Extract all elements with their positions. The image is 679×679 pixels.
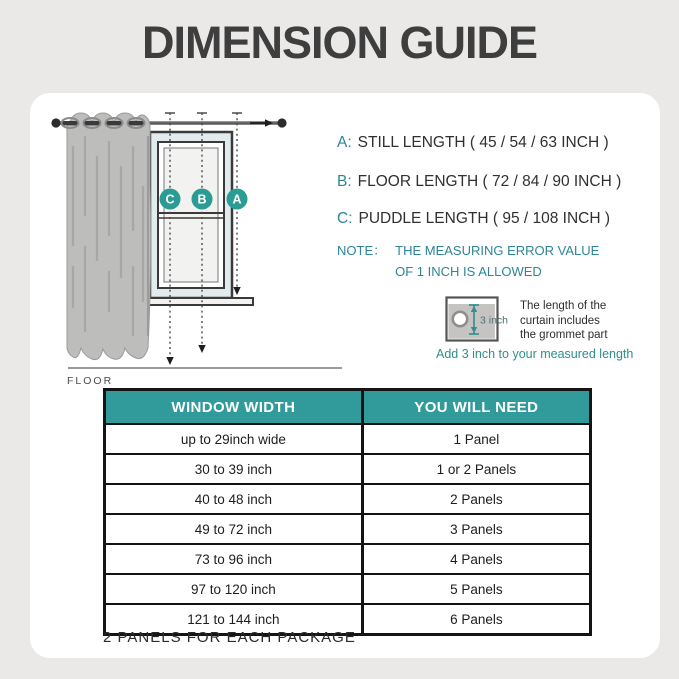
page-title: DIMENSION GUIDE [141,17,538,68]
badge-b-label: B [197,192,207,207]
curtain-window-illustration [40,96,350,391]
table-cell-window-width: 49 to 72 inch [105,514,363,544]
table-cell-window-width: 73 to 96 inch [105,544,363,574]
package-note: 2 PANELS FOR EACH PACKAGE [103,629,356,646]
grommet-description-line: curtain includes [520,314,600,327]
badge-a [227,189,248,210]
measure-arrow-down-icon [198,345,205,353]
note-line2: OF 1 INCH IS ALLOWED [395,264,542,279]
table-row [105,454,591,484]
length-text-a: STILL LENGTH ( 45 / 54 / 63 INCH ) [357,134,609,151]
content-card [30,93,660,658]
grommet-measure-label: 3 inch [480,314,509,327]
window-sill [147,298,253,305]
length-row-c [337,210,610,228]
table-cell-window-width: 97 to 120 inch [105,574,363,604]
measure-arrow-down-icon [166,357,173,365]
badge-a-label: A [232,192,242,207]
grommet-description-line: the grommet part [520,329,608,341]
length-row-a [337,134,609,152]
add-inch-note: Add 3 inch to your measured length [436,347,634,361]
grommet-description [520,299,608,343]
curtain [62,113,151,360]
note-line1: THE MEASURING ERROR VALUE [395,243,600,258]
table-row [105,424,591,454]
table-cell-panels: 4 Panels [362,544,590,574]
table-cell-window-width: 30 to 39 inch [105,454,363,484]
length-text-b: FLOOR LENGTH ( 72 / 84 / 90 INCH ) [357,173,622,190]
grommet-description-line: The length of the [520,300,607,312]
table-header-window-width: WINDOW WIDTH [105,390,363,425]
table-header-row [105,390,591,425]
measure-arrow-down-icon [233,287,240,295]
table-cell-window-width: 121 to 144 inch [105,604,363,635]
table-cell-panels: 1 or 2 Panels [362,454,590,484]
badge-b [192,189,213,210]
rod-finial-left [51,118,60,127]
note-label: NOTE： [337,243,387,258]
table-row [105,574,591,604]
table-row [105,484,591,514]
table-row [105,544,591,574]
badge-c-label: C [165,192,175,207]
length-key-a: A: [337,134,352,151]
panel-table [103,388,592,636]
length-row-b [337,173,621,191]
table-cell-panels: 1 Panel [362,424,590,454]
measuring-note [337,240,599,282]
table-header-you-will-need: YOU WILL NEED [362,390,590,425]
floor-label: FLOOR [67,375,114,387]
table-cell-window-width: up to 29inch wide [105,424,363,454]
rod-finial-right [277,118,286,127]
length-key-c: C: [337,210,353,227]
window [150,132,232,298]
table-cell-panels: 5 Panels [362,574,590,604]
length-text-c: PUDDLE LENGTH ( 95 / 108 INCH ) [358,210,611,227]
table-cell-window-width: 40 to 48 inch [105,484,363,514]
length-key-b: B: [337,173,352,190]
table-row [105,514,591,544]
table-cell-panels: 2 Panels [362,484,590,514]
grommet-hole-icon [453,312,467,326]
badge-c [160,189,181,210]
table-cell-panels: 6 Panels [362,604,590,635]
rod-arrow-right-icon [250,119,273,127]
table-cell-panels: 3 Panels [362,514,590,544]
